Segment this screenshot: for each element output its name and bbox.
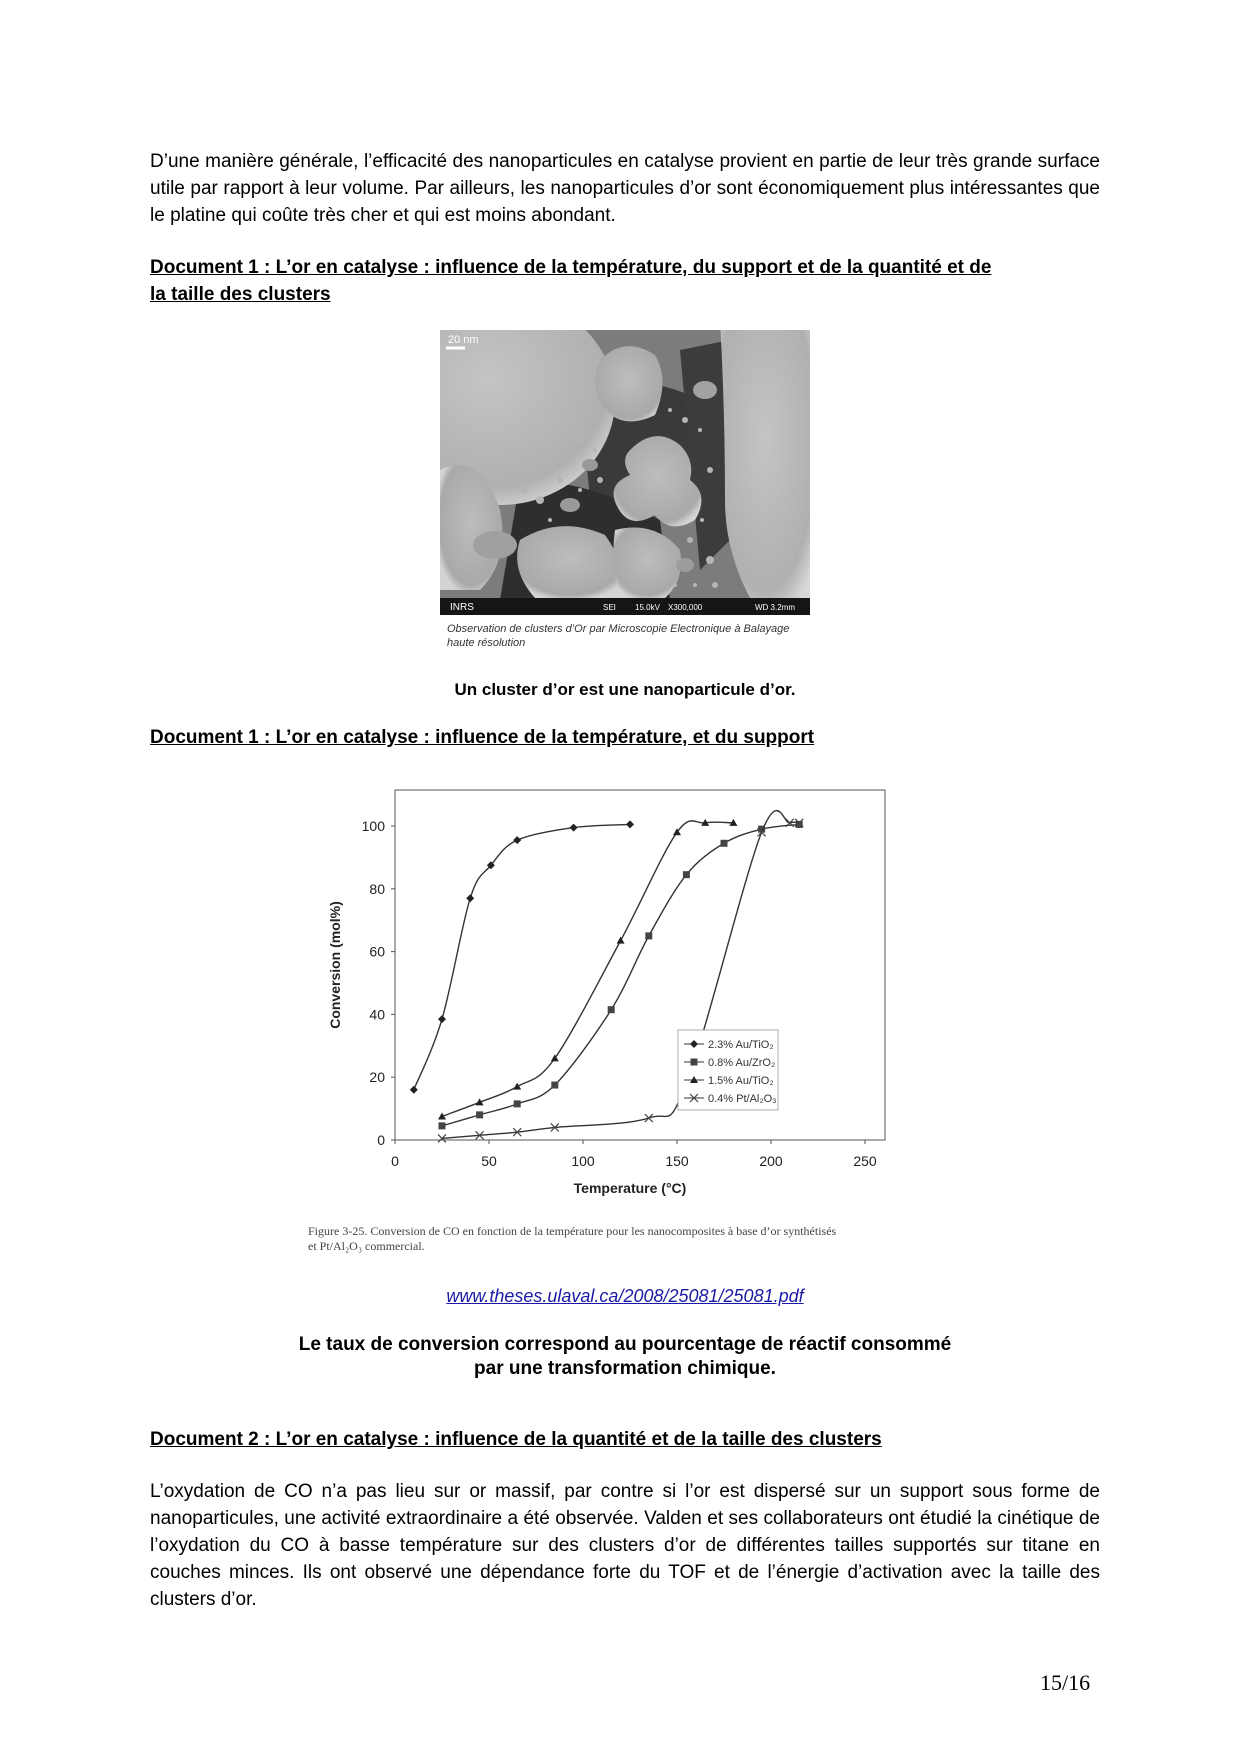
data-point (410, 1086, 418, 1094)
data-point (617, 937, 625, 944)
y-tick-label: 80 (369, 880, 385, 897)
data-point (551, 1082, 558, 1089)
y-tick-label: 60 (369, 943, 385, 960)
source-link[interactable]: www.theses.ulaval.ca/2008/25081/25081.pdf (446, 1286, 804, 1306)
data-point (645, 932, 652, 939)
conversion-note (150, 1333, 1100, 1381)
data-point (513, 836, 521, 844)
x-tick-label: 50 (481, 1153, 497, 1169)
data-point (466, 894, 474, 902)
data-point (570, 824, 578, 832)
page-number: 15/16 (1040, 1670, 1091, 1695)
legend-label: 0.8% Au/ZrO₂ (708, 1057, 776, 1069)
sem-scale-label: 20 nm (448, 334, 479, 346)
intro-paragraph: D’une manière générale, l’efficacité des nanoparticules en catalyse provient en partie de leur très grande surface utile par rapport à leur volume. Par ailleurs, les nanoparticules d’or sont économiquement plus intéressantes que le platine qui coûte très cher et qui est moins abondant. (150, 151, 1100, 226)
sem-micrograph (440, 330, 810, 615)
plot-frame (395, 790, 885, 1140)
data-point (438, 1015, 446, 1023)
figure-caption-line2: et Pt/Al₂O₃ commercial. (308, 1239, 425, 1253)
conversion-chart (320, 780, 940, 1210)
data-point (683, 871, 690, 878)
x-tick-label: 200 (759, 1153, 783, 1169)
figure-caption (308, 1224, 948, 1254)
data-point (513, 1083, 521, 1090)
cluster-note: Un cluster d’or est une nanoparticule d’or. (454, 680, 796, 699)
sem-footer-mag: X300,000 (668, 603, 703, 612)
sem-caption-line2: haute résolution (447, 637, 526, 649)
series-1 (410, 820, 634, 1093)
sem-footer-left: INRS (450, 602, 474, 613)
x-tick-label: 150 (665, 1153, 689, 1169)
doc1-title (150, 724, 1100, 751)
legend-marker (691, 1059, 698, 1066)
sem-image (440, 330, 810, 615)
data-point (608, 1006, 615, 1013)
data-point (721, 840, 728, 847)
conversion-note-line2: par une transformation chimique. (474, 1358, 776, 1379)
doc1-overview-title (150, 254, 1100, 308)
data-point (514, 1100, 521, 1107)
sem-footer-wd: WD 3.2mm (755, 603, 795, 612)
legend-label: 2.3% Au/TiO₂ (708, 1039, 774, 1051)
legend-label: 0.4% Pt/Al₂O₃ (708, 1093, 777, 1105)
y-axis-label: Conversion (mol%) (327, 901, 343, 1029)
sem-caption (447, 622, 847, 650)
data-point (476, 1111, 483, 1118)
x-tick-label: 100 (571, 1153, 595, 1169)
legend-label: 1.5% Au/TiO₂ (708, 1075, 774, 1087)
x-axis-label: Temperature (°C) (573, 1180, 687, 1196)
sem-footer-kv: 15.0kV (635, 603, 660, 612)
doc1-overview-title-line1: Document 1 : L’or en catalyse : influence de la température, du support et de la quantité et de (150, 257, 992, 278)
doc2-title (150, 1426, 1100, 1453)
figure-caption-line1: Figure 3-25. Conversion de CO en fonction de la température pour les nanocomposites à base d’or synthétisés (308, 1224, 837, 1238)
data-point (645, 1114, 653, 1122)
doc1-overview-title-line2: la taille des clusters (150, 284, 331, 305)
data-point (626, 820, 634, 828)
x-tick-label: 0 (391, 1153, 399, 1169)
doc2-paragraph: L’oxydation de CO n’a pas lieu sur or massif, par contre si l’or est dispersé sur un support sous forme de nanoparticules, une activité extraordinaire a été observée. Valden et ses collaborateurs ont étudié la cinétique de l’oxydation du CO à basse température sur des clusters d’or de différentes tailles supportés sur titane en couches minces. Ils ont observé une dépendance forte du TOF et de l’énergie d’activation avec la taille des clusters d’or. (150, 1481, 1100, 1610)
doc2-title-text: Document 2 : L’or en catalyse : influence de la quantité et de la taille des clusters (150, 1429, 882, 1450)
y-tick-label: 20 (369, 1069, 385, 1086)
series-line-1 (414, 824, 630, 1089)
data-point (439, 1122, 446, 1129)
y-tick-label: 40 (369, 1006, 385, 1023)
sem-footer-sei: SEI (603, 603, 616, 612)
conversion-note-line1: Le taux de conversion correspond au pourcentage de réactif consommé (298, 1334, 952, 1355)
y-tick-label: 0 (377, 1132, 385, 1148)
doc1-title-text: Document 1 : L’or en catalyse : influence de la température, et du support (150, 727, 815, 748)
sem-caption-line1: Observation de clusters d’Or par Microscopie Electronique à Balayage (447, 623, 790, 635)
y-tick-label: 100 (361, 818, 385, 834)
x-tick-label: 250 (853, 1153, 877, 1169)
